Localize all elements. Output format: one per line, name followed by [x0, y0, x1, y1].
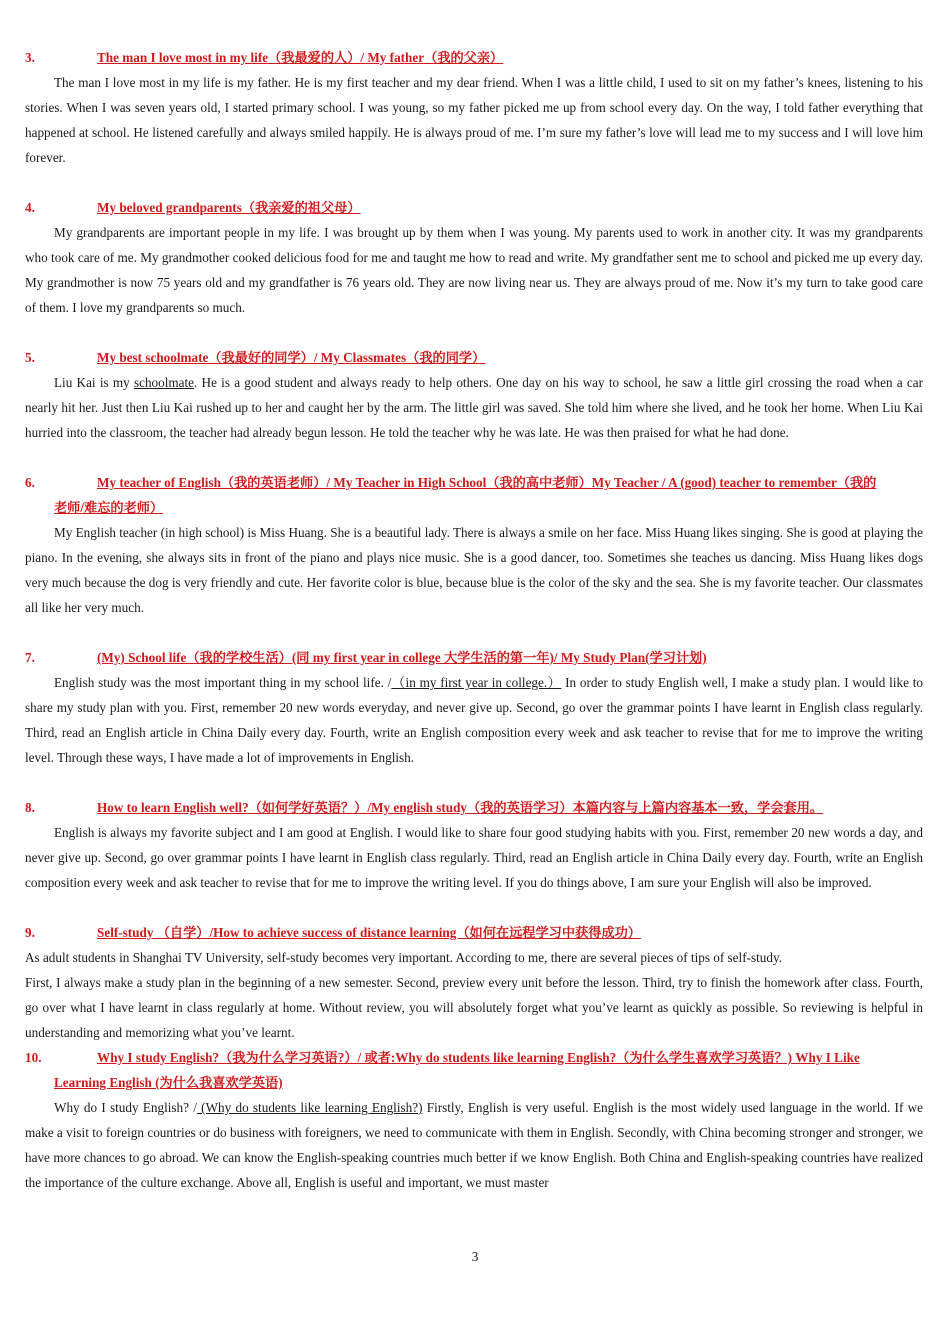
section-5 [25, 345, 923, 445]
section-title-continued: 老师/难忘的老师） [54, 500, 164, 515]
paragraph-text: Why do I study English? / [54, 1100, 197, 1115]
underlined-word: schoolmate [133, 375, 195, 390]
section-number: 5. [25, 350, 35, 365]
section-10 [25, 1045, 923, 1195]
section-paragraph: First, I always make a study plan in the beginning of a new semester. Second, preview every unit before the lesson. Third, try to finish the homework after class. Fourth, go over what I have learnt in class regularly at home. Without review, you will absolutely forget what you’ve learnt as quickly as possible. So reviewing is helpful in understanding and memorizing what you’ve learnt. [25, 975, 923, 1040]
section-title: How to learn English well?（如何学好英语？）/My english study（我的英语学习）本篇内容与上篇内容基本一致，学会套用。 [97, 800, 824, 815]
section-title-continued: Learning English (为什么我喜欢学英语) [54, 1075, 283, 1090]
underlined-phrase: (Why do students like learning English?) [196, 1100, 423, 1115]
section-number: 10. [25, 1050, 42, 1065]
section-title: My best schoolmate（我最好的同学）/ My Classmates（我的同学） [97, 350, 486, 365]
section-paragraph: As adult students in Shanghai TV University, self-study becomes very important. According to me, there are several pieces of tips of self-study. [25, 950, 783, 965]
section-paragraph [25, 1095, 923, 1195]
section-title: (My) School life（我的学校生活）(同 my first year in college 大学生活的第一年)/ My Study Plan(学习计划) [97, 650, 707, 665]
paragraph-text: . He is a good student and always ready to help others. One day on his way to school, he saw a little girl crossing the road when a car nearly hit her. Just then Liu Kai rushed up to her and caught her by the arm. The little girl was saved. She told him where she lived, and he took her home. When Liu Kai hurried into the classroom, the teacher had already begun lesson. He told the teacher why he was late. He was then praised for what he had done. [25, 375, 923, 440]
section-title: My beloved grandparents（我亲爱的祖父母） [97, 200, 361, 215]
section-heading [25, 795, 923, 820]
section-8 [25, 795, 923, 895]
section-paragraph: My English teacher (in high school) is Miss Huang. She is a beautiful lady. There is always a smile on her face. Miss Huang likes singing. She is good at playing the piano. In the evening, she always sits in front of the piano and plays nice music. She is a good dancer, too. Sometimes she teaches us dancing. Miss Huang likes dogs very much because the dog is very friendly and cute. Her favorite color is blue, because blue is the color of the sky and the sea. She is my favorite teacher. Our classmates all like her very much. [25, 525, 923, 615]
page-number: 3 [471, 1249, 479, 1264]
paragraph-text: In order to study English well, I make a study plan. I would like to share my study plan with you. First, remember 20 new words everyday, and never give up. Second, go over the grammar points I have learnt in English class regularly. Third, read an English article in China Daily every day. Fourth, write an English composition every week and ask teacher to revise that for me to improve the writing level. Through these ways, I have made a lot of improvements in English. [25, 675, 923, 765]
section-paragraph [25, 670, 923, 770]
paragraph-text: English study was the most important thing in my school life. / [54, 675, 392, 690]
section-number: 3. [25, 50, 35, 65]
section-number: 7. [25, 650, 35, 665]
paragraph-text: Liu Kai is my [54, 375, 134, 390]
section-title: Self-study （自学）/How to achieve success of distance learning（如何在远程学习中获得成功） [97, 925, 641, 940]
section-heading [25, 45, 923, 70]
section-number: 8. [25, 800, 35, 815]
section-title: The man I love most in my life（我最爱的人）/ My father（我的父亲） [97, 50, 504, 65]
section-number: 4. [25, 200, 35, 215]
section-7 [25, 645, 923, 770]
section-heading [25, 920, 923, 945]
section-paragraph [25, 370, 923, 445]
section-9 [25, 920, 923, 1045]
section-paragraph: The man I love most in my life is my father. He is my first teacher and my dear friend. When I was a little child, I used to sit on my father’s knees, listening to his stories. When I was seven years old, I started primary school. I was young, so my father picked me up from school every day. On the way, I told father everything that happened at school. He listened carefully and always smiled happily. He is always proud of me. I’m sure my father’s love will lead me to my success and I will love him forever. [25, 75, 923, 165]
section-3 [25, 45, 923, 170]
underlined-phrase: （in my first year in college.） [391, 675, 562, 690]
section-title: My teacher of English（我的英语老师）/ My Teacher in High School（我的高中老师）My Teacher / A (good) teacher to remember（我的 [97, 475, 877, 490]
section-number: 6. [25, 475, 35, 490]
section-heading [25, 195, 923, 220]
section-heading [25, 345, 923, 370]
section-heading [25, 645, 923, 670]
section-title: Why I study English?（我为什么学习英语?）/ 或者:Why do students like learning English?（为什么学生喜欢学习英语？) Why I Like [97, 1050, 860, 1065]
section-4 [25, 195, 923, 320]
paragraph-text: Firstly, English is very useful. English is the most widely used language in the world. If we make a visit to foreign countries or do business with foreigners, we need to communicate with them in English. Secondly, with China becoming stronger and stronger, we have more chances to go abroad. We can know the English-speaking countries much better if we know English. Both China and English-speaking countries have realized the importance of the culture exchange. Above all, English is useful and important, we must master [25, 1100, 923, 1190]
section-paragraph: English is always my favorite subject and I am good at English. I would like to share four good studying habits with you. First, remember 20 new words a day, and never give up. Second, go over grammar points I have learnt in English class regularly. Third, read an English article in China Daily every day. Fourth, write an English composition every week and ask teacher to revise that for me to improve the writing level. If you do things above, I am sure your English will also be improved. [25, 825, 923, 890]
section-heading [25, 470, 923, 520]
section-paragraph: My grandparents are important people in my life. I was brought up by them when I was young. My parents used to work in another city. It was my grandparents who took care of me. My grandmother cooked delicious food for me and taught me how to read and write. My grandfather sent me to school and picked me up every day. My grandmother is now 75 years old and my grandfather is 76 years old. They are now living near us. They are always proud of me. Now it’s my turn to take good care of them. I love my grandparents so much. [25, 225, 923, 315]
section-heading [25, 1045, 923, 1095]
section-6 [25, 470, 923, 620]
section-number: 9. [25, 925, 35, 940]
document-content [25, 45, 923, 1195]
